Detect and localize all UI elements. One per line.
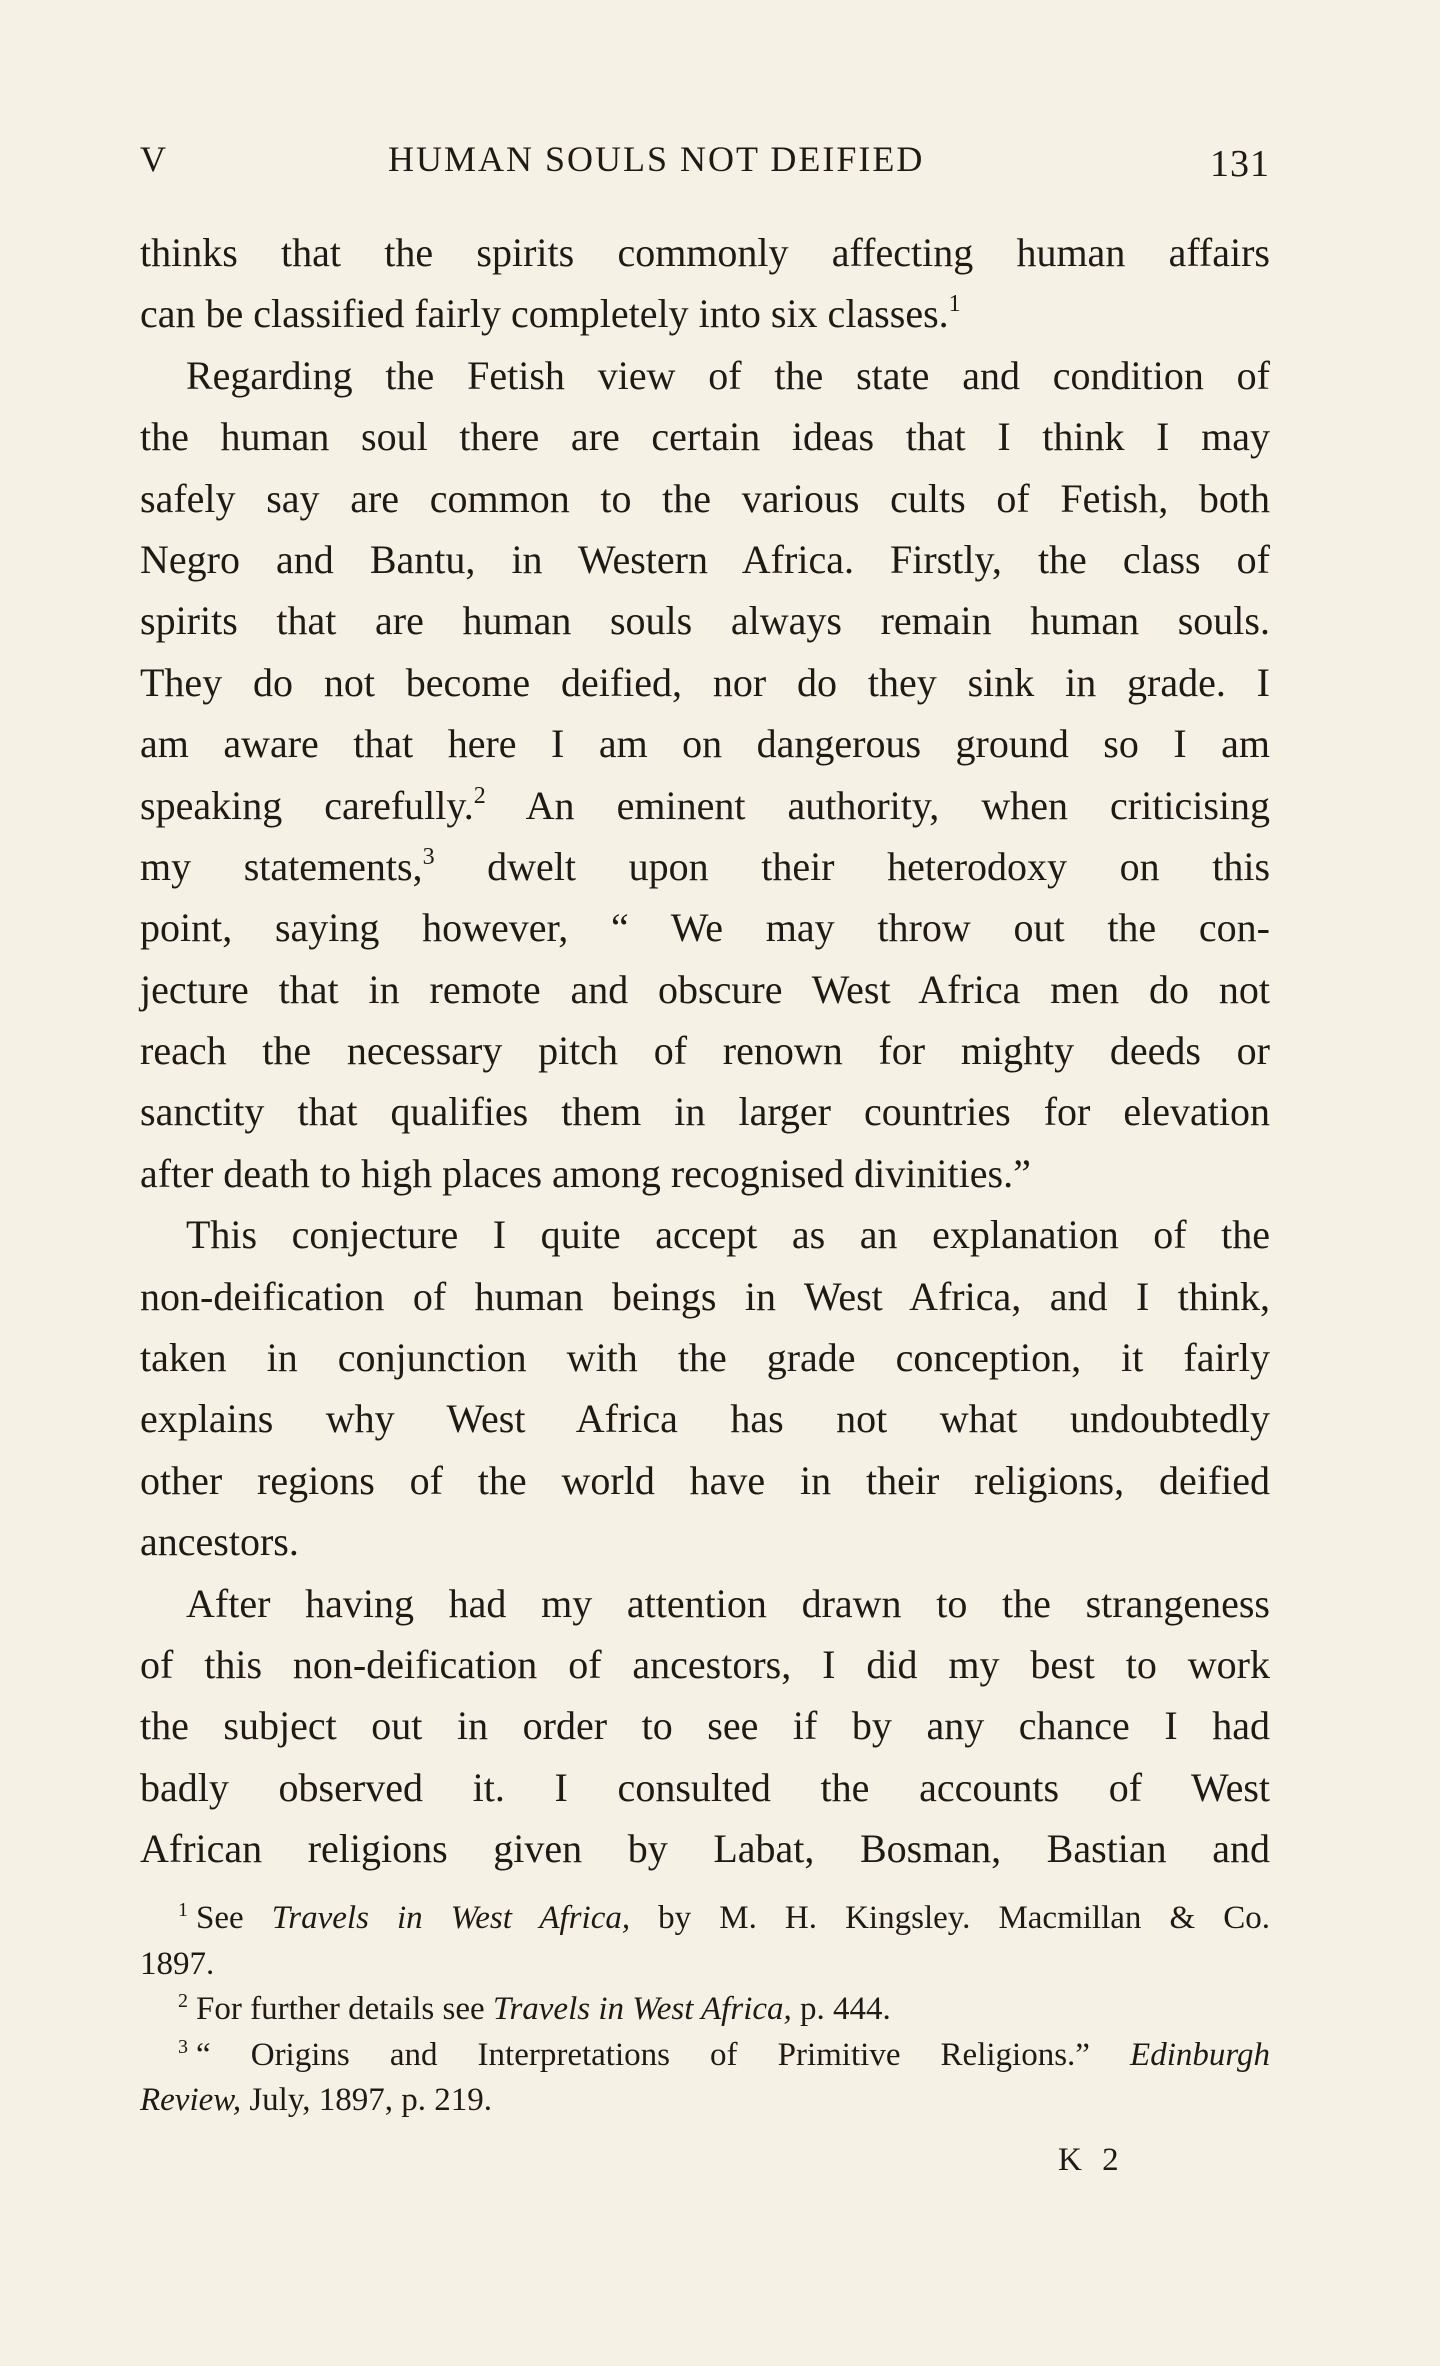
body-line: spirits that are human souls always remain human souls. <box>140 598 1270 644</box>
body-line: They do not become deified, nor do they sink in grade. I <box>140 659 1270 705</box>
chapter-numeral: V <box>140 139 168 179</box>
footnote-marker: 3 <box>178 2035 188 2058</box>
body-line: ancestors. <box>140 1519 299 1565</box>
note-ref: 1 <box>948 291 961 318</box>
body-line: my statements,$^3$ dwelt upon their heterodoxy on this <box>140 843 1271 889</box>
running-title: HUMAN SOULS NOT DEIFIED <box>388 139 925 179</box>
body-line: Negro and Bantu, in Western Africa. Firstly, the class of <box>140 536 1270 582</box>
page-number: 131 <box>1210 143 1270 185</box>
footnote-1-continuation: 1897. <box>140 1945 215 1982</box>
footnote-2: $^2$ For further details see Travels in West Africa, p. 444. <box>178 1990 891 2027</box>
running-head <box>140 138 1270 186</box>
body-line: point, saying however, “ We may throw out the con- <box>140 905 1270 951</box>
body-line: thinks that the spirits commonly affecting human affairs <box>140 230 1270 275</box>
signature-mark: K 2 <box>1058 2142 1125 2178</box>
body-line: explains why West Africa has not what undoubtedly <box>140 1396 1270 1442</box>
body-line: after death to high places among recognised divinities.” <box>140 1150 1031 1196</box>
note-ref: 3 <box>422 843 435 870</box>
footnote-marker: 2 <box>178 1990 188 2012</box>
body-line: African religions given by Labat, Bosman, Bastian and <box>140 1826 1270 1872</box>
body-line: sanctity that qualifies them in larger countries for elevation <box>140 1089 1270 1135</box>
body-line: can be classified fairly completely into six classes.$^1$ <box>140 291 961 337</box>
body-text <box>140 222 1270 1880</box>
body-line: jecture that in remote and obscure West Africa men do not <box>140 966 1270 1012</box>
body-line: non-deification of human beings in West Africa, and I think, <box>140 1273 1270 1319</box>
body-line: reach the necessary pitch of renown for mighty deeds or <box>140 1028 1270 1074</box>
footnote-3-continuation: Review, July, 1897, p. 219. <box>140 2082 492 2118</box>
footnote-marker: 1 <box>178 1899 188 1921</box>
body-line: the human soul there are certain ideas that I think I may <box>140 414 1270 460</box>
footnote-1: $^1$ See Travels in West Africa, by M. H. Kingsley. Macmillan & Co. <box>178 1899 1270 1936</box>
body-line: other regions of the world have in their religions, deified <box>140 1457 1270 1503</box>
body-line: safely say are common to the various cults of Fetish, both <box>140 475 1270 521</box>
footnote-3: $^3$ “ Origins and Interpretations of Primitive Religions.” Edinburgh <box>178 2035 1270 2073</box>
body-line: badly observed it. I consulted the accounts of West <box>140 1764 1270 1810</box>
body-line: Regarding the Fetish view of the state and condition of <box>186 352 1270 398</box>
footnotes <box>140 1896 1270 2124</box>
body-line: am aware that here I am on dangerous ground so I am <box>140 721 1270 767</box>
body-line: speaking carefully.$^2$ An eminent authority, when criticising <box>140 782 1271 828</box>
body-line: This conjecture I quite accept as an explanation of the <box>186 1212 1270 1258</box>
body-line: the subject out in order to see if by any chance I had <box>140 1703 1270 1749</box>
body-line: taken in conjunction with the grade conception, it fairly <box>140 1335 1270 1381</box>
body-line: of this non-deification of ancestors, I did my best to work <box>140 1641 1270 1687</box>
note-ref: 2 <box>473 782 486 809</box>
body-line: After having had my attention drawn to the strangeness <box>186 1580 1270 1626</box>
